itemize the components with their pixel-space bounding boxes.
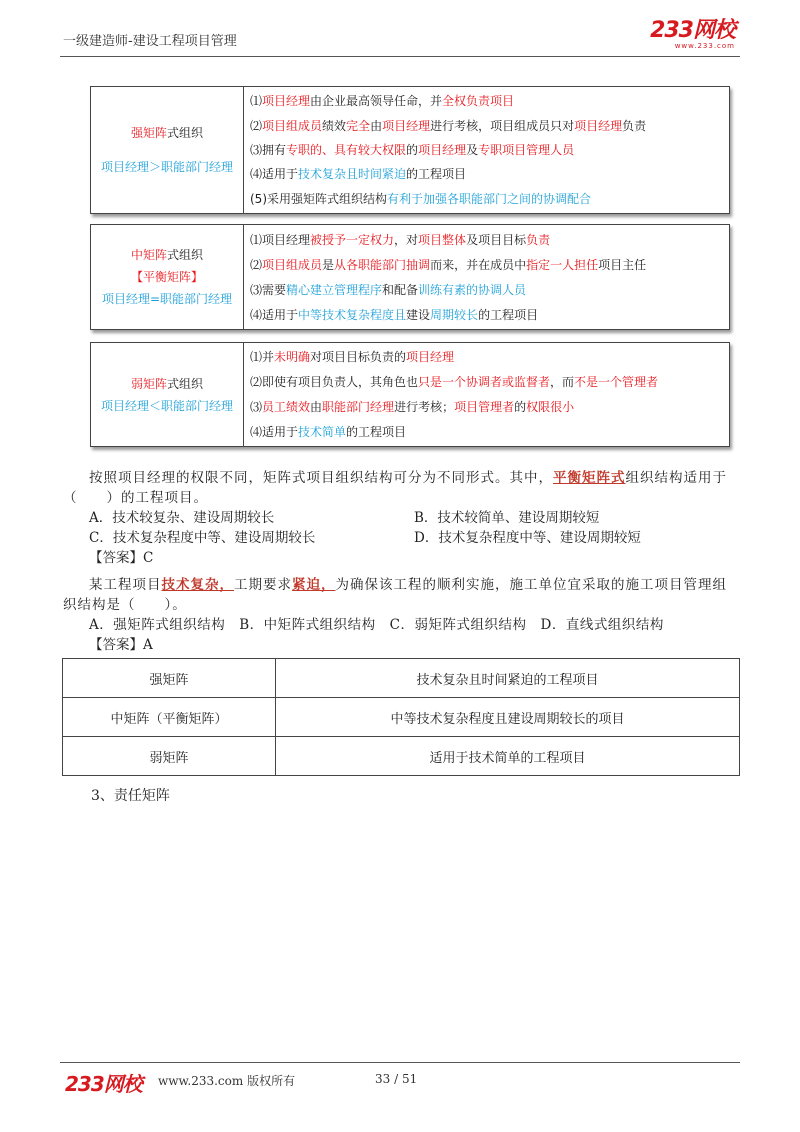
box-left-line: 项目经理＞职能部门经理	[100, 160, 233, 174]
medium-matrix-label	[91, 225, 244, 329]
box-point: ⑴项目经理由企业最高领导任命，并全权负责项目	[250, 94, 515, 109]
box-point: ⑴并未明确对项目目标负责的项目经理	[250, 350, 455, 365]
strong-matrix-box	[90, 86, 730, 214]
strong-matrix-points	[244, 87, 729, 213]
footer-logo: 233网校	[65, 1072, 142, 1096]
table-cell: 强矩阵	[63, 659, 276, 698]
table-row	[63, 698, 740, 737]
logo-text: 233网校	[650, 18, 735, 43]
box-point: ⑵项目组成员绩效完全由项目经理进行考核，项目组成员只对项目经理负责	[250, 118, 647, 133]
box-left-line: 【平衡矩阵】	[130, 270, 203, 284]
table-cell: 中等技术复杂程度且建设周期较长的项目	[276, 698, 740, 737]
weak-matrix-points	[244, 343, 729, 446]
table-cell: 弱矩阵	[63, 737, 276, 776]
table-row	[63, 659, 740, 698]
question-1	[63, 468, 738, 568]
brand-logo	[650, 20, 735, 50]
table-cell: 技术复杂且时间紧迫的工程项目	[276, 659, 740, 698]
header-divider	[60, 56, 740, 57]
logo-url: www.233.com	[674, 42, 735, 50]
question-text: 某工程项目技术复杂，工期要求紧迫，为确保该工程的顺利实施，施工单位宜采取的施工项目管理组织结构是（ ）。	[63, 577, 727, 613]
question-text: 按照项目经理的权限不同，矩阵式项目组织结构可分为不同形式。其中，平衡矩阵式组织结构适用于（ ）的工程项目。	[63, 470, 727, 506]
answer: 【答案】C	[89, 550, 154, 566]
weak-matrix-box	[90, 342, 730, 447]
box-left-line: 中矩阵式组织	[130, 248, 204, 262]
option-row	[63, 508, 738, 528]
header-title: 一级建造师-建设工程项目管理	[63, 34, 237, 49]
option-c: C．技术复杂程度中等、建设周期较长	[89, 530, 316, 546]
options: A．强矩阵式组织结构 B．中矩阵式组织结构 C．弱矩阵式组织结构 D．直线式组织结构	[89, 617, 664, 633]
table-row	[63, 737, 740, 776]
box-point: ⑵即使有项目负责人，其角色也只是一个协调者或监督者，而不是一个管理者	[250, 375, 659, 390]
box-point: ⑶员工绩效由职能部门经理进行考核；项目管理者的权限很小	[250, 399, 575, 414]
box-left-line: 项目经理＜职能部门经理	[100, 398, 233, 413]
option-d: D．技术复杂程度中等、建设周期较短	[414, 530, 641, 546]
question-2	[63, 575, 738, 655]
answer: 【答案】A	[89, 637, 153, 653]
page-number: 33 / 51	[375, 1072, 418, 1086]
footer-copyright: www.233.com 版权所有	[158, 1074, 296, 1088]
weak-matrix-label	[91, 343, 244, 446]
strong-matrix-label	[91, 87, 244, 213]
box-point: ⑷适用于技术简单的工程项目	[250, 424, 407, 439]
box-point: ⑷适用于中等技术复杂程度且建设周期较长的工程项目	[250, 307, 539, 322]
box-point: (5)采用强矩阵式组织结构有利于加强各职能部门之间的协调配合	[250, 191, 592, 206]
option-a: A．技术较复杂、建设周期较长	[89, 510, 275, 526]
medium-matrix-box	[90, 224, 730, 330]
table-cell: 适用于技术简单的工程项目	[276, 737, 740, 776]
box-point: ⑶拥有专职的、具有较大权限的项目经理及专职项目管理人员	[250, 142, 575, 157]
table-cell: 中矩阵（平衡矩阵）	[63, 698, 276, 737]
box-left-line: 项目经理=职能部门经理	[101, 292, 233, 306]
section-heading: 3、责任矩阵	[91, 788, 170, 804]
box-point: ⑵项目组成员是从各职能部门抽调而来，并在成员中指定一人担任项目主任	[250, 257, 647, 272]
box-point: ⑴项目经理被授予一定权力，对项目整体及项目目标负责	[250, 232, 551, 247]
option-row	[63, 528, 738, 548]
box-point: ⑷适用于技术复杂且时间紧迫的工程项目	[250, 167, 467, 182]
box-left-line: 强矩阵式组织	[130, 126, 204, 140]
box-left-line: 弱矩阵式组织	[130, 376, 204, 391]
footer-divider	[60, 1062, 740, 1063]
box-point: ⑶需要精心建立管理程序和配备训练有素的协调人员	[250, 282, 527, 297]
medium-matrix-points	[244, 225, 729, 329]
summary-table	[62, 658, 740, 776]
option-b: B．技术较简单、建设周期较短	[414, 510, 600, 526]
